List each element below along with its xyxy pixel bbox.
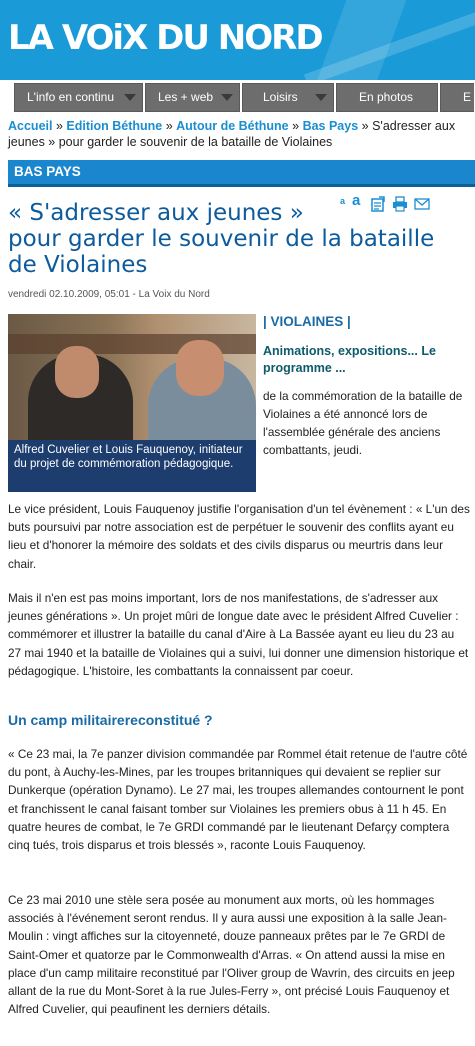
article-meta: vendredi 02.10.2009, 05:01 - La Voix du Nord [8, 289, 210, 300]
article-paragraph [8, 745, 470, 854]
main-nav [0, 83, 475, 111]
paragraph-text: Ce 23 mai 2010 une stèle sera posée au monument aux morts, où les hommages associés à l'événement seront rendus. Il y aura aussi une exposition à la salle Jean-Moulin : vingt affiches sur la citoyenneté, douze panneaux prêtes par le 7e GRDI de Saint-Omer et quatorze par le Commonwealth d'Arras. « On attend aussi la mise en place d'un camp militaire reconstitué par l'Oliver group de Wavrin, des circuits en jeep allant de la rue du Mont-Soret à la rue Jules-Ferry », ont précisé Louis Fauquenoy et Alfred Cuvelier, qui peaufinent les derniers détails. [8, 893, 455, 1017]
breadcrumb-separator: » [361, 119, 369, 133]
nav-tab-loisirs[interactable] [242, 83, 334, 112]
breadcrumb-separator: » [165, 119, 173, 133]
breadcrumb-current: S'adresser aux jeunes » pour garder le souvenir de la bataille de Violaines [8, 119, 456, 149]
article-teaser: Animations, expositions... Le programme ... [263, 344, 436, 375]
nav-tab-plus-web[interactable] [145, 83, 240, 112]
nav-tab-label: E [463, 90, 472, 104]
title-line: « S'adresser aux jeunes » [8, 200, 304, 226]
title-line: de Violaines [8, 252, 148, 278]
nav-tab-label: Les + web [158, 90, 214, 104]
paragraph-text: « Ce 23 mai, la 7e panzer division commandée par Rommel était retenue de l'autre côté du pont, à Auchy-les-Mines, par les troupes britanniques qui devaient se replier sur Dunkerque (opération Dynamo). Le 27 mai, les troupes allemandes contournent le pont et franchissent le canal faisant tomber sur Violaines les premiers obus à 11 h 45. En quatre heures de combat, le 7e GRDI commandé par le lieutenant Defarçy comptera cinq tués, trois disparus et trois blessés », raconte Louis Fauquenoy. [8, 747, 468, 853]
intro-paragraph: de la commémoration de la bataille de Violaines a été annoncé lors de l'assemblée générale des anciens combattants, jeudi. [263, 389, 463, 457]
article-title [8, 200, 475, 278]
chevron-down-icon [221, 94, 233, 101]
breadcrumb-separator: » [55, 119, 63, 133]
breadcrumb [8, 118, 468, 150]
photo-person [176, 340, 224, 396]
photo-person [55, 346, 99, 398]
nav-tab-info-continu[interactable] [14, 83, 143, 112]
breadcrumb-separator: » [292, 119, 300, 133]
chevron-down-icon [315, 94, 327, 101]
location-label: | VIOLAINES | [263, 314, 351, 329]
breadcrumb-link-autour-bethune[interactable]: Autour de Béthune [176, 119, 289, 133]
paragraph-text: Le vice président, Louis Fauquenoy justifie l'organisation d'un tel évènement : « L'un des buts poursuivi par notre association est de perpétuer le souvenir des conflits ayant eu lieu et d'honorer la mémoire des soldats et des civils disparus ou meurtris dans leur chair. [8, 502, 470, 571]
nav-tab-overflow[interactable] [440, 83, 474, 112]
article-intro [263, 314, 468, 459]
section-header [8, 160, 475, 187]
decrease-font-button[interactable]: a [340, 196, 346, 206]
article-paragraph [8, 589, 470, 680]
increase-font-button[interactable]: a [352, 192, 361, 209]
title-line: pour garder le souvenir de la bataille [8, 226, 435, 252]
article-photo[interactable] [8, 314, 256, 492]
article-subheading: Un camp militairereconstitué ? [8, 712, 213, 728]
site-logo[interactable]: LA VOiX DU NORD [8, 18, 322, 58]
paragraph-text: Mais il n'en est pas moins important, lors de nos manifestations, de s'adresser aux jeunes générations ». Un projet mûri de longue date avec le président Alfred Cuvelier : commémorer et illustrer la bataille du canal d'Aire à La Bassée ayant eu lieu du 23 au 27 mai 1940 et la bataille de Violaines qui a suivi, lui donner une dimension historique et pédagogique. L'histoire, les combattants la connaissent par coeur. [8, 591, 469, 678]
breadcrumb-link-edition-bethune[interactable]: Edition Béthune [66, 119, 163, 133]
breadcrumb-link-accueil[interactable]: Accueil [8, 119, 53, 133]
nav-tab-label: En photos [359, 90, 414, 104]
chevron-down-icon [124, 94, 136, 101]
nav-tab-en-photos[interactable] [336, 83, 438, 112]
article-paragraph [8, 891, 470, 1018]
nav-tab-label: Loisirs [263, 90, 298, 104]
masthead [0, 0, 475, 80]
section-title: BAS PAYS [14, 164, 81, 179]
nav-tab-label: L'info en continu [27, 90, 115, 104]
breadcrumb-link-bas-pays[interactable]: Bas Pays [302, 119, 359, 133]
article-paragraph [8, 500, 470, 573]
photo-caption: Alfred Cuvelier et Louis Fauquenoy, initiateur du projet de commémoration pédagogique. [8, 440, 256, 492]
